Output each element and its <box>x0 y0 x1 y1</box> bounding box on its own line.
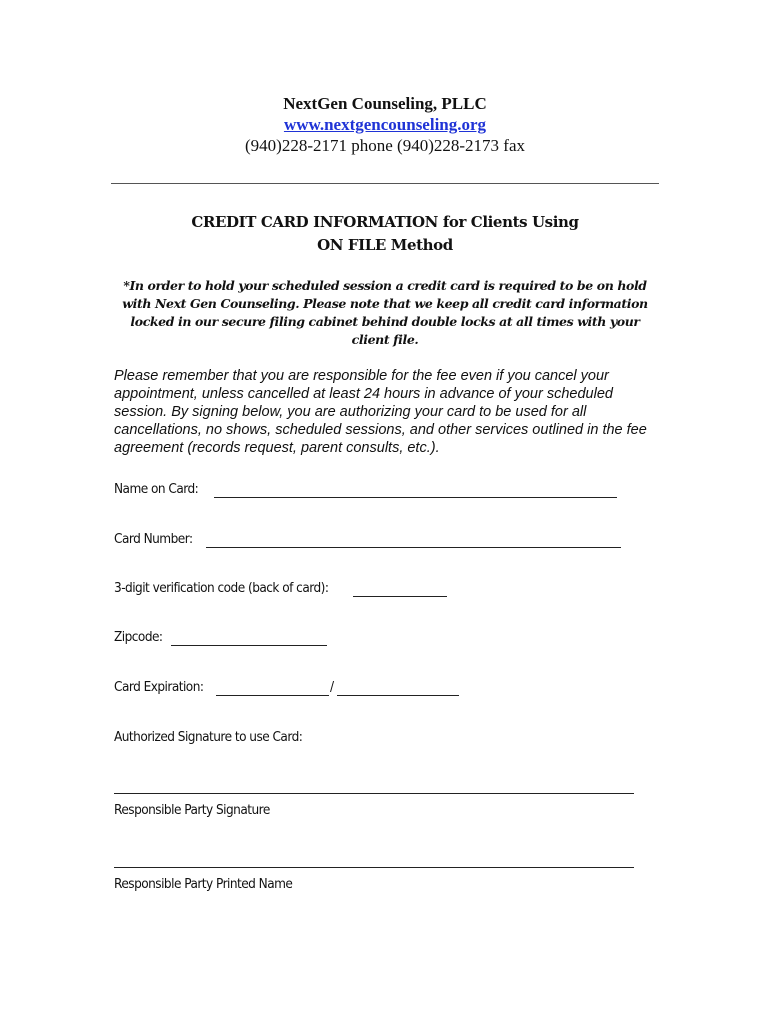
form-title-line-2: ON FILE Method <box>317 236 453 254</box>
name-on-card-label: Name on Card: <box>114 481 199 497</box>
zipcode-label: Zipcode: <box>114 629 163 645</box>
responsible-printed-name-field[interactable] <box>114 867 634 868</box>
authorized-signature-label: Authorized Signature to use Card: <box>114 729 303 745</box>
hold-notice: *In order to hold your scheduled session a credit card is required to be on hold with Next Gen Counseling. Please note that we keep all credit card information locked in our secure filing cabinet behind double locks at all times with your client file. <box>122 278 648 347</box>
website-link[interactable]: www.nextgencounseling.org <box>283 115 487 134</box>
form-title-line-1: CREDIT CARD INFORMATION for Clients Using <box>191 213 579 231</box>
header-divider <box>111 183 659 184</box>
contact-numbers: (940)228-2171 phone (940)228-2173 fax <box>245 136 525 155</box>
card-number-field[interactable] <box>206 547 621 548</box>
verification-code-label: 3-digit verification code (back of card): <box>114 580 329 596</box>
cancellation-policy: Please remember that you are responsible for the fee even if you cancel your appointment, unless cancelled at least 24 hours in advance of your scheduled session. By signing below, you are authorizing your card to be used for all cancellations, no shows, scheduled sessions, and other services outlined in the fee agreement (records request, parent consults, etc.). <box>114 368 647 456</box>
expiration-month-field[interactable] <box>216 695 329 696</box>
verification-code-field[interactable] <box>353 596 447 597</box>
name-on-card-field[interactable] <box>214 497 617 498</box>
card-expiration-label: Card Expiration: <box>114 679 204 695</box>
responsible-printed-name-label: Responsible Party Printed Name <box>114 876 293 892</box>
expiration-separator: / <box>330 679 334 695</box>
responsible-signature-field[interactable] <box>114 793 634 794</box>
expiration-year-field[interactable] <box>337 695 459 696</box>
card-number-label: Card Number: <box>114 531 193 547</box>
responsible-signature-label: Responsible Party Signature <box>114 802 270 818</box>
zipcode-field[interactable] <box>171 645 327 646</box>
company-name: NextGen Counseling, PLLC <box>283 94 487 113</box>
